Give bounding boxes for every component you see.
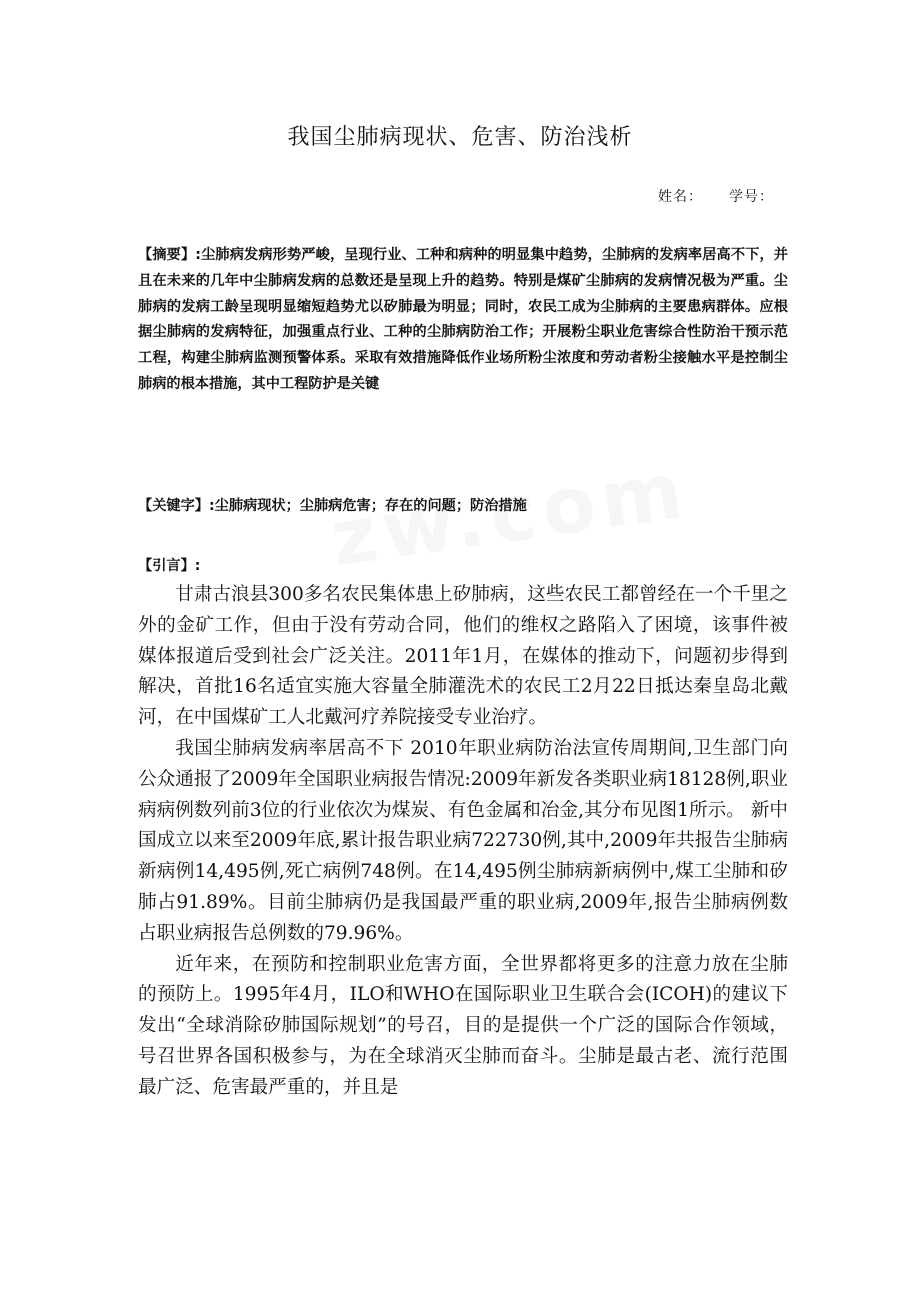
keywords (138, 494, 788, 518)
student-id-label: 学号： (729, 189, 774, 205)
paragraph: 甘肃古浪县300多名农民集体患上矽肺病，这些农民工都曾经在一个千里之外的金矿工作，但由于没有劳动合同，他们的维权之路陷入了困境，该事件被媒体报道后受到社会广泛关注。2011年1月，在媒体的推动下，问题初步得到解决，首批16名适宜实施大容量全肺灌洗术的农民工2月22日抵达秦皇岛北戴河，在中国煤矿工人北戴河疗养院接受专业治疗。 (138, 584, 788, 729)
abstract-label: 【摘要】: (138, 247, 201, 263)
body-text (138, 580, 788, 1104)
abstract-text: 尘肺病发病形势严峻，呈现行业、工种和病种的明显集中趋势，尘肺病的发病率居高不下，并且在未来的几年中尘肺病发病的总数还是呈现上升的趋势。特别是煤矿尘肺病的发病情况极为严重。尘肺病的发病工龄呈现明显缩短趋势尤以矽肺最为明显；同时，农民工成为尘肺病的主要患病群体。应根据尘肺病的发病特征，加强重点行业、工种的尘肺病防治工作；开展粉尘职业危害综合性防治干预示范工程，构建尘肺病监测预警体系。采取有效措施降低作业场所粉尘浓度和劳动者粉尘接触水平是控制尘肺病的根本措施，其中工程防护是关键 (138, 247, 788, 392)
keywords-label: 【关键字】: (138, 498, 215, 514)
document-title: 我国尘肺病现状、危害、防治浅析 (287, 125, 633, 150)
paragraph: 我国尘肺病发病率居高不下 2010年职业病防治法宣传周期间,卫生部门向公众通报了2009年全国职业病报告情况:2009年新发各类职业病18128例,职业病病例数列前3位的行业依次为煤炭、有色金属和冶金,其分布见图1所示。 新中国成立以来至2009年底,累计报告职业病722730例,其中,2009年共报告尘肺病新病例14,495例,死亡病例748例。在14,495例尘肺病新病例中,煤工尘肺和矽肺占91.89%。目前尘肺病仍是我国最严重的职业病,2009年,报告尘肺病例数占职业病报告总例数的79.96%。 (138, 737, 788, 944)
abstract (138, 243, 788, 398)
keywords-text: 尘肺病现状；尘肺病危害；存在的问题；防治措施 (214, 498, 527, 514)
author-line (658, 186, 774, 206)
paragraph: 近年来，在预防和控制职业危害方面，全世界都将更多的注意力放在尘肺的预防上。1995年4月，ILO和WHO在国际职业卫生联合会(ICOH)的建议下发出“全球消除矽肺国际规划”的号召，目的是提供一个广泛的国际合作领域，号召世界各国积极参与，为在全球消灭尘肺而奋斗。尘肺是最古老、流行范围最广泛、危害最严重的，并且是 (138, 953, 788, 1098)
intro-heading: 【引言】: (138, 558, 201, 574)
name-label: 姓名： (658, 189, 703, 205)
